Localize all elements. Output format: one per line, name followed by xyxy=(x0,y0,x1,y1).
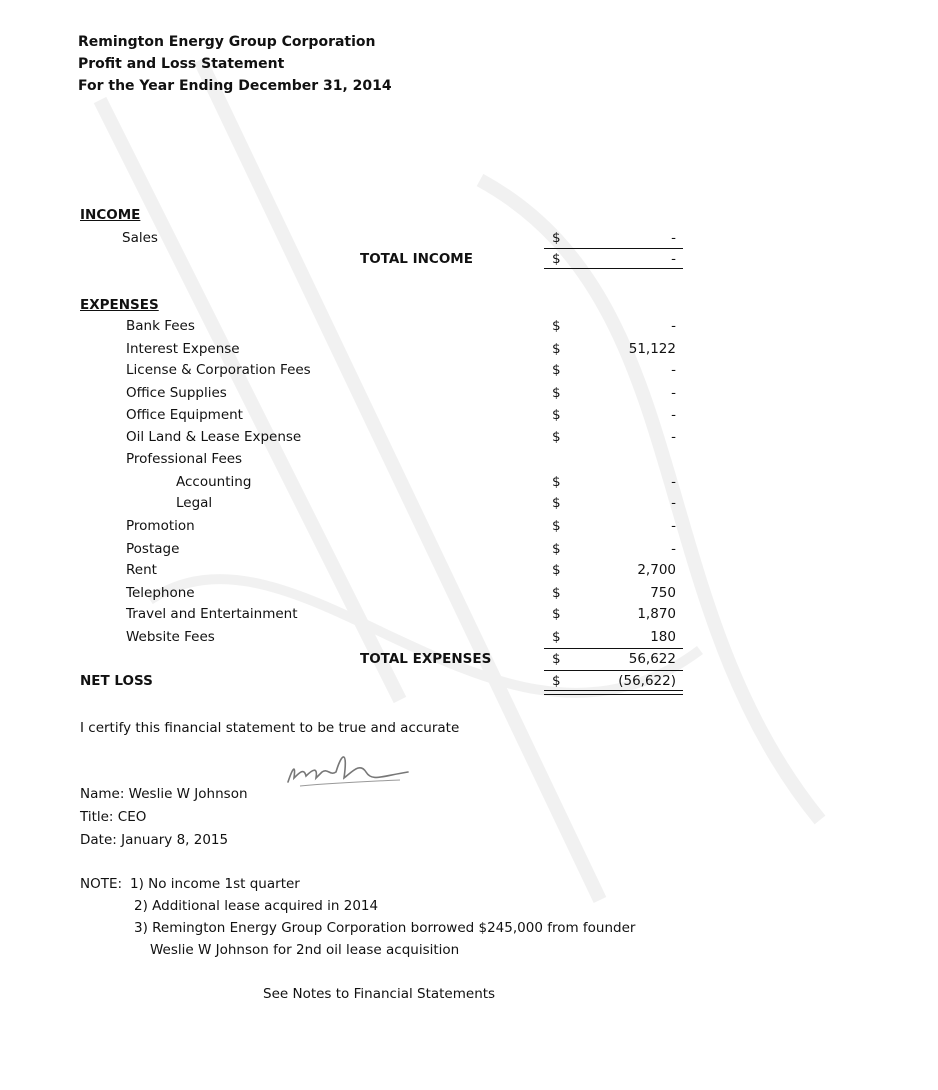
company-name: Remington Energy Group Corporation xyxy=(78,34,376,50)
notes-label: NOTE: xyxy=(80,876,123,892)
certification-statement: I certify this financial statement to be true and accurate xyxy=(80,720,460,736)
expense-amount: 180 xyxy=(650,629,676,645)
total-income-rule xyxy=(544,248,683,249)
currency-symbol: $ xyxy=(552,541,561,557)
net-loss-rule xyxy=(544,670,683,671)
currency-symbol: $ xyxy=(552,385,561,401)
signer-name: Name: Weslie W Johnson xyxy=(80,786,248,802)
expense-amount: - xyxy=(671,318,676,334)
expense-amount: 51,122 xyxy=(628,341,676,357)
total-expenses-amount: 56,622 xyxy=(628,651,676,667)
expense-amount: 750 xyxy=(650,585,676,601)
currency-symbol: $ xyxy=(552,651,561,667)
note-item: 2) Additional lease acquired in 2014 xyxy=(134,898,379,914)
expense-label: Office Equipment xyxy=(126,407,243,423)
expense-amount: - xyxy=(671,541,676,557)
expense-amount: - xyxy=(671,495,676,511)
expense-label: Postage xyxy=(126,541,180,557)
currency-symbol: $ xyxy=(552,362,561,378)
note-item-continuation: Weslie W Johnson for 2nd oil lease acquisition xyxy=(150,942,460,958)
currency-symbol: $ xyxy=(552,407,561,423)
currency-symbol: $ xyxy=(552,606,561,622)
signer-title: Title: CEO xyxy=(80,809,147,825)
total-income-amount: - xyxy=(671,251,676,267)
expense-group-label: Professional Fees xyxy=(126,451,243,467)
expense-label: License & Corporation Fees xyxy=(126,362,311,378)
expense-amount: - xyxy=(671,385,676,401)
expense-sub-label: Legal xyxy=(176,495,213,511)
total-income-label: TOTAL INCOME xyxy=(360,251,473,267)
signature-date: Date: January 8, 2015 xyxy=(80,832,229,848)
expense-label: Travel and Entertainment xyxy=(126,606,298,622)
net-loss-amount: (56,622) xyxy=(618,673,676,689)
statement-period: For the Year Ending December 31, 2014 xyxy=(78,78,392,94)
total-expenses-label: TOTAL EXPENSES xyxy=(360,651,492,667)
footer-note: See Notes to Financial Statements xyxy=(263,986,496,1002)
expense-label: Bank Fees xyxy=(126,318,195,334)
currency-symbol: $ xyxy=(552,341,561,357)
income-label: Sales xyxy=(122,230,158,246)
expense-amount: 2,700 xyxy=(637,562,676,578)
expense-label: Interest Expense xyxy=(126,341,240,357)
signature-image xyxy=(282,742,414,800)
currency-symbol: $ xyxy=(552,629,561,645)
currency-symbol: $ xyxy=(552,562,561,578)
expense-amount: - xyxy=(671,407,676,423)
expense-label: Website Fees xyxy=(126,629,215,645)
expense-amount: - xyxy=(671,474,676,490)
note-item: 1) No income 1st quarter xyxy=(130,876,300,892)
income-amount: - xyxy=(671,230,676,246)
expense-label: Telephone xyxy=(126,585,195,601)
expenses-heading: EXPENSES xyxy=(80,297,159,313)
expense-amount: 1,870 xyxy=(637,606,676,622)
currency-symbol: $ xyxy=(552,318,561,334)
expense-amount: - xyxy=(671,362,676,378)
expense-label: Promotion xyxy=(126,518,195,534)
net-loss-label: NET LOSS xyxy=(80,673,153,689)
total-income-underline xyxy=(544,268,683,269)
expense-label: Rent xyxy=(126,562,157,578)
expense-label: Office Supplies xyxy=(126,385,227,401)
income-heading: INCOME xyxy=(80,207,141,223)
currency-symbol: $ xyxy=(552,429,561,445)
expense-label: Oil Land & Lease Expense xyxy=(126,429,302,445)
expense-amount: - xyxy=(671,429,676,445)
currency-symbol: $ xyxy=(552,518,561,534)
currency-symbol: $ xyxy=(552,251,561,267)
note-item: 3) Remington Energy Group Corporation borrowed $245,000 from founder xyxy=(134,920,636,936)
currency-symbol: $ xyxy=(552,230,561,246)
net-loss-double-underline xyxy=(544,690,683,695)
expense-amount: - xyxy=(671,518,676,534)
expense-sub-label: Accounting xyxy=(176,474,252,490)
total-expenses-rule xyxy=(544,648,683,649)
currency-symbol: $ xyxy=(552,474,561,490)
statement-title: Profit and Loss Statement xyxy=(78,56,285,72)
currency-symbol: $ xyxy=(552,673,561,689)
currency-symbol: $ xyxy=(552,585,561,601)
currency-symbol: $ xyxy=(552,495,561,511)
